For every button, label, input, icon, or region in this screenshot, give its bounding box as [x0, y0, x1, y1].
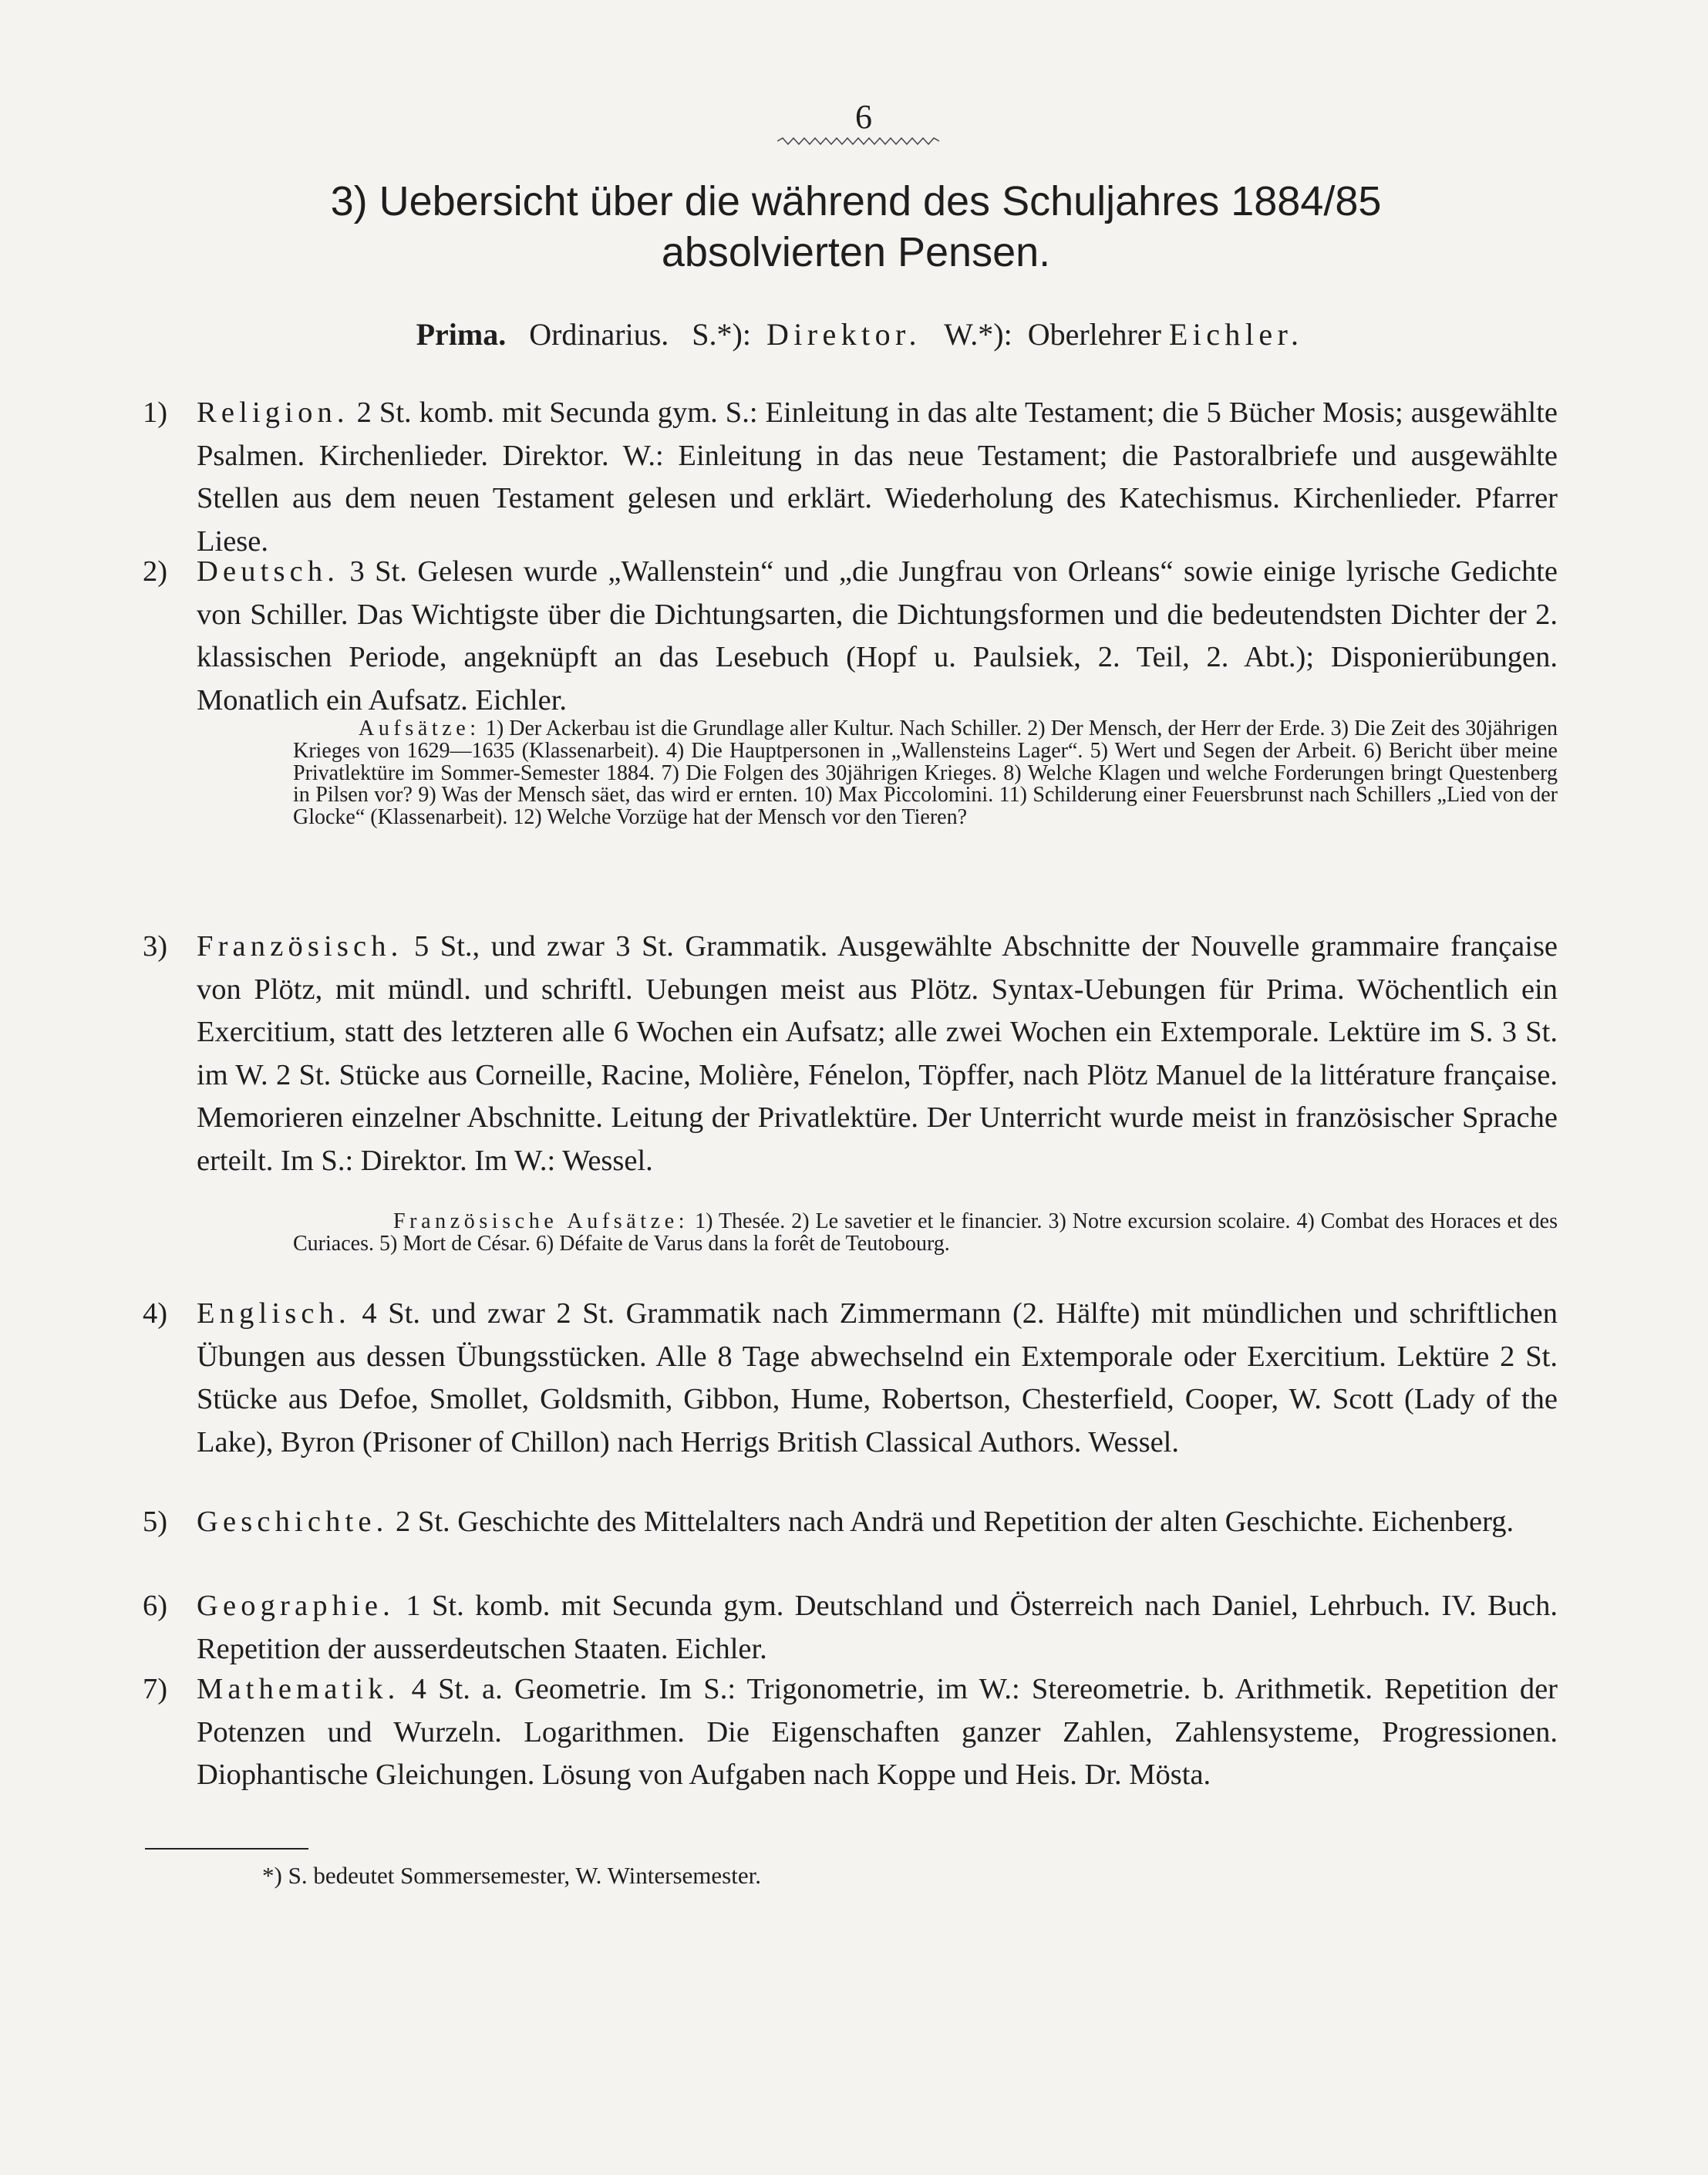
subject-text: 3 St. Gelesen wurde „Wallenstein“ und „die Jungfrau von Orleans“ sowie einige lyrische Gedichte von Schiller. Das Wichtigste über die Dichtungsarten, die Dichtungsformen und die bedeutendsten Dichter der 2. klassischen Periode, angeknüpft an das Lesebuch (Hopf u. Paulsiek, 2. Teil, 2. Abt.); Disponierübungen. Monatlich ein Aufsatz. Eichler. [197, 555, 1558, 717]
subject-name: Englisch. [197, 1297, 351, 1330]
note-text: 1) Thesée. 2) Le savetier et le financier. 3) Notre excursion scolaire. 4) Combat des Horaces et des Curiaces. 5) Mort de César. 6) Défaite de Varus dans la forêt de Teutobourg. [293, 1209, 1558, 1256]
winter-teacher: Eichler. [1168, 317, 1304, 352]
subject-number: 7) [143, 1673, 168, 1705]
subject-name: Französisch. [197, 930, 403, 963]
subject-name: Deutsch. [197, 555, 340, 588]
winter-label: W.*): [944, 317, 1012, 352]
class-name: Prima. [416, 317, 507, 352]
subject-text: 2 St. komb. mit Secunda gym. S.: Einleitung in das alte Testament; die 5 Bücher Mosis; ausgewählte Psalmen. Kirchenlieder. Direktor. W.: Einleitung in das neue Testament; die Pastoralbriefe und ausgewählte Stellen aus dem neuen Testament gelesen und erklärt. Wiederholung des Katechismus. Kirchenlieder. Pfarrer Liese. [197, 396, 1558, 558]
subject-number: 1) [143, 396, 168, 429]
note-text: 1) Der Ackerbau ist die Grundlage aller Kultur. Nach Schiller. 2) Der Mensch, der Herr der Erde. 3) Die Zeit des 30jährigen Krieges von 1629—1635 (Klassenarbeit). 4) Die Hauptpersonen in „Wallensteins Lager“. 5) Wert und Segen der Arbeit. 6) Bericht über meine Privatlektüre im Sommer-Semester 1884. 7) Die Folgen des 30jährigen Krieges. 8) Welche Klagen und welche Forderungen bringt Questenberg in Pilsen vor? 9) Was der Mensch säet, das wird er ernten. 10) Max Piccolomini. 11) Schilderung einer Feuersbrunst nach Schillers „Lied von der Glocke“ (Klassenarbeit). 12) Welche Vorzüge hat der Mensch vor den Tieren? [293, 717, 1558, 830]
summer-teacher: Direktor. [766, 317, 921, 352]
title-line-1: 3) Uebersicht über die während des Schuljahres 1884/85 [330, 178, 1382, 224]
page-title [177, 176, 1535, 278]
subject-number: 5) [143, 1506, 168, 1538]
ordinarius-label: Ordinarius. [529, 317, 669, 352]
subject-englisch [143, 1293, 1558, 1464]
class-header [154, 316, 1565, 352]
subject-name: Geschichte. [197, 1506, 389, 1538]
subject-geographie [143, 1585, 1558, 1671]
ornament-squiggle [777, 136, 939, 147]
title-line-2: absolvierten Pensen. [661, 229, 1051, 275]
winter-teacher-title: Oberlehrer [1027, 317, 1161, 352]
subject-text: 5 St., und zwar 3 St. Grammatik. Ausgewählte Abschnitte der Nouvelle grammaire française von Plötz, mit mündl. und schriftl. Uebungen meist aus Plötz. Syntax-Uebungen für Prima. Wöchentlich ein Exercitium, statt des letzteren alle 6 Wochen ein Aufsatz; alle zwei Wochen ein Extemporale. Lektüre im S. 3 St. im W. 2 St. Stücke aus Corneille, Racine, Molière, Fénelon, Töpffer, nach Plötz Manuel de la littérature française. Memorieren einzelner Abschnitte. Leitung der Privatlektüre. Der Unterricht wurde meist in französischer Sprache erteilt. Im S.: Direktor. Im W.: Wessel. [197, 930, 1558, 1177]
footnote-rule [145, 1848, 308, 1850]
note-label: Französische Aufsätze: [393, 1209, 689, 1233]
subject-geschichte [143, 1501, 1558, 1544]
subject-number: 4) [143, 1297, 168, 1330]
subject-mathematik [143, 1668, 1558, 1797]
subject-name: Geographie. [197, 1590, 395, 1622]
note-label: Aufsätze: [359, 717, 480, 740]
essay-list-franzoesisch [293, 1211, 1558, 1256]
footnote: *) S. bedeutet Sommersemester, W. Wintersemester. [262, 1862, 761, 1889]
subject-name: Mathematik. [197, 1673, 400, 1705]
subject-text: 2 St. Geschichte des Mittelalters nach Andrä und Repetition der alten Geschichte. Eichenberg. [396, 1506, 1514, 1538]
subject-name: Religion. [197, 396, 349, 429]
subject-text: 4 St. und zwar 2 St. Grammatik nach Zimmermann (2. Hälfte) mit mündlichen und schriftlichen Übungen aus dessen Übungsstücken. Alle 8 Tage abwechselnd ein Extemporale oder Exercitium. Lektüre 2 St. Stücke aus Defoe, Smollet, Goldsmith, Gibbon, Hume, Robertson, Chesterfield, Cooper, W. Scott (Lady of the Lake), Byron (Prisoner of Chillon) nach Herrigs British Classical Authors. Wessel. [197, 1297, 1558, 1458]
subject-deutsch [143, 551, 1558, 722]
subject-text: 1 St. komb. mit Secunda gym. Deutschland und Österreich nach Daniel, Lehrbuch. IV. Buch. Repetition der ausserdeutschen Staaten. Eichler. [197, 1590, 1558, 1665]
subject-franzoesisch [143, 926, 1558, 1182]
subject-religion [143, 392, 1558, 563]
subject-number: 6) [143, 1590, 168, 1622]
subject-number: 2) [143, 555, 168, 588]
subject-number: 3) [143, 930, 168, 963]
page-number: 6 [855, 98, 872, 136]
essay-list-deutsch [293, 718, 1558, 829]
subject-text: 4 St. a. Geometrie. Im S.: Trigonometrie, im W.: Stereometrie. b. Arithmetik. Repetition der Potenzen und Wurzeln. Logarithmen. Die Eigenschaften ganzer Zahlen, Zahlensysteme, Progressionen. Diophantische Gleichungen. Lösung von Aufgaben nach Koppe und Heis. Dr. Mösta. [197, 1673, 1558, 1791]
summer-label: S.*): [692, 317, 751, 352]
